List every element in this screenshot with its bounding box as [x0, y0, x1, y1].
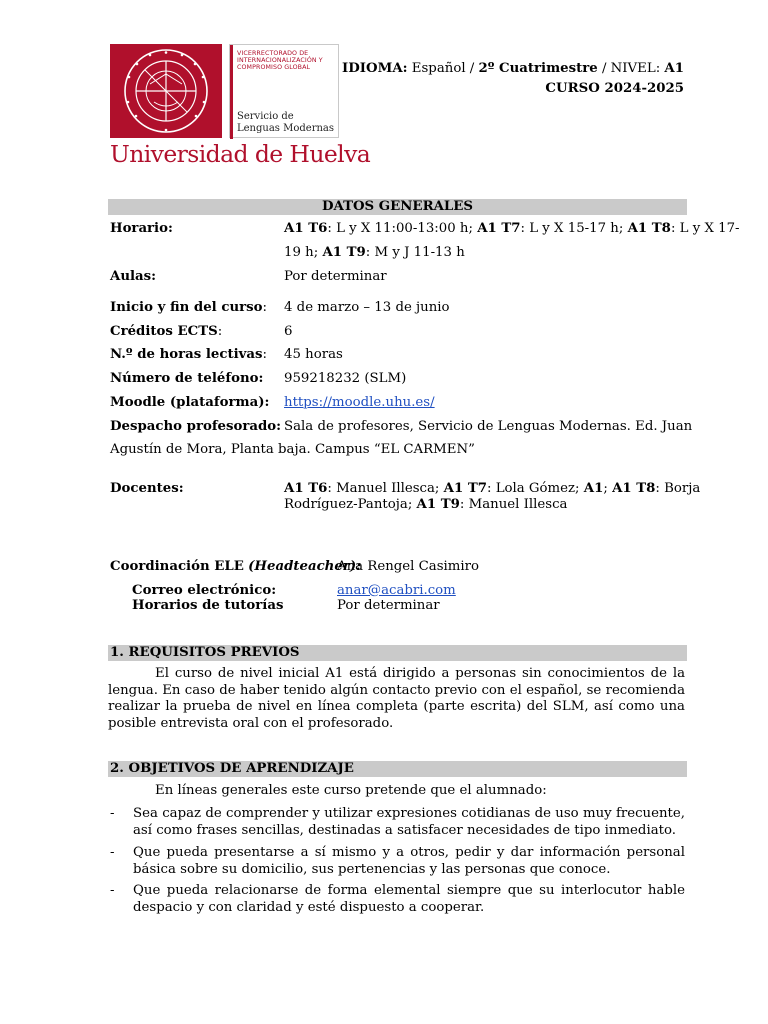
inicio-value: 4 de marzo – 13 de junio — [284, 300, 450, 315]
despacho-value: Sala de profesores, Servicio de Lenguas Modernas. Ed. Juan — [284, 419, 693, 434]
horas-value: 45 horas — [284, 347, 343, 362]
horario-value: A1 T6: L y X 11:00-13:00 h; A1 T7: L y X 15-17 h; A1 T8: L y X 17- — [284, 221, 740, 236]
coordinacion-label: Coordinación ELE (Headteacher): — [110, 559, 362, 574]
vicerrectorado-title: VICERRECTORADO DE INTERNACIONALIZACIÓN Y COMPROMISO GLOBAL — [237, 50, 323, 72]
requisitos-text: El curso de nivel inicial A1 está dirigido a personas sin conocimientos de la lengua. En caso de haber tenido algún contacto previo con el español, se recomienda realizar la prueba de nivel en línea completa (parte escrita) del SLM, así como una posible entrevista oral con el profesorado. — [108, 666, 685, 731]
tutorias-label: Horarios de tutorías — [132, 598, 284, 613]
objetivo-item: Que pueda relacionarse de forma elemental siempre que su interlocutor hable despacio y con claridad y esté dispuesto a cooperar. — [133, 883, 685, 915]
service-name: Servicio de Lenguas Modernas — [237, 111, 335, 134]
despacho-value-line2: Agustín de Mora, Planta baja. Campus “EL CARMEN” — [110, 442, 475, 457]
objetivos-intro: En líneas generales este curso pretende que el alumnado: — [155, 783, 547, 798]
correo-label: Correo electrónico: — [132, 583, 277, 598]
university-seal-logo — [110, 44, 222, 138]
idioma-line: IDIOMA: Español / 2º Cuatrimestre / NIVEL: A1 — [342, 61, 684, 76]
bullet-dash: - — [110, 806, 115, 821]
vicerrectorado-box — [229, 44, 339, 138]
inicio-label: Inicio y fin del curso: — [110, 300, 267, 315]
correo-link[interactable]: anar@acabri.com — [337, 583, 456, 598]
requisitos-title: 1. REQUISITOS PREVIOS — [110, 645, 300, 660]
curso-line: CURSO 2024-2025 — [545, 81, 684, 96]
university-name-logo: Universidad de Huelva — [110, 140, 371, 168]
horario-label: Horario: — [110, 221, 173, 236]
bullet-dash: - — [110, 883, 115, 898]
bullet-dash: - — [110, 845, 115, 860]
datos-generales-title: DATOS GENERALES — [321, 199, 474, 214]
docentes-value-line2: Rodríguez-Pantoja; A1 T9: Manuel Illesca — [284, 497, 568, 512]
objetivo-item: Sea capaz de comprender y utilizar expresiones cotidianas de uso muy frecuente, así como frases sencillas, destinadas a satisfacer necesidades de tipo inmediato. — [133, 806, 685, 838]
aulas-label: Aulas: — [110, 269, 157, 284]
horas-label: N.º de horas lectivas: — [110, 347, 267, 362]
docentes-label: Docentes: — [110, 481, 184, 496]
objetivos-title: 2. OBJETIVOS DE APRENDIZAJE — [110, 761, 354, 776]
tutorias-value: Por determinar — [337, 598, 440, 613]
moodle-link[interactable]: https://moodle.uhu.es/ — [284, 395, 435, 410]
coordinacion-value: Ana Rengel Casimiro — [337, 559, 480, 574]
moodle-label: Moodle (plataforma): — [110, 395, 270, 410]
creditos-label: Créditos ECTS: — [110, 324, 223, 339]
despacho-label: Despacho profesorado: — [110, 419, 282, 434]
horario-value-line2: 19 h; A1 T9: M y J 11-13 h — [284, 245, 465, 260]
creditos-value: 6 — [284, 324, 293, 339]
docentes-value: A1 T6: Manuel Illesca; A1 T7: Lola Gómez; A1; A1 T8: Borja — [284, 481, 701, 496]
telefono-value: 959218232 (SLM) — [284, 371, 407, 386]
objetivo-item: Que pueda presentarse a sí mismo y a otros, pedir y dar información personal básica sobre su domicilio, sus pertenencias y las personas que conoce. — [133, 845, 685, 877]
telefono-label: Número de teléfono: — [110, 371, 264, 386]
aulas-value: Por determinar — [284, 269, 387, 284]
